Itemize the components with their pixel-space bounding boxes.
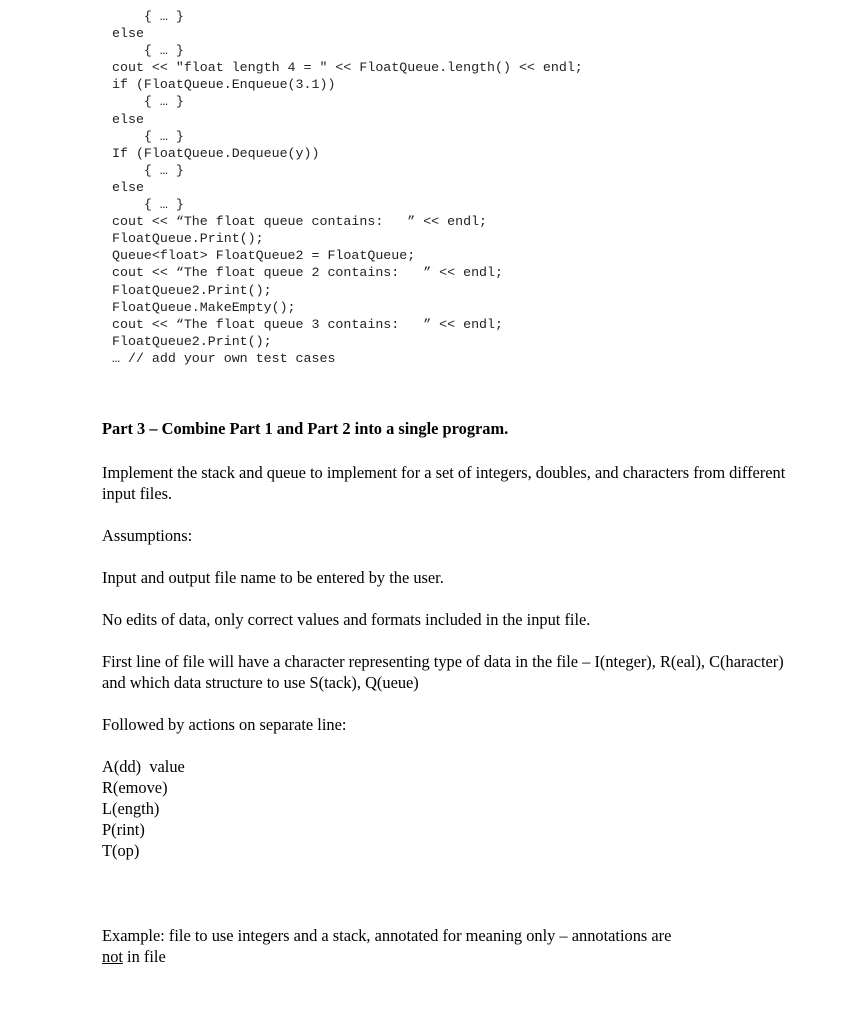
assumption-paragraph: First line of file will have a character representing type of data in the file – I(nteger), R(eal), C(haracter) and which data structure to use S(tack), Q(ueue) bbox=[102, 652, 784, 692]
code-line: … // add your own test cases bbox=[112, 350, 336, 366]
code-line: FloatQueue.Print(); bbox=[112, 231, 264, 247]
code-listing bbox=[112, 8, 583, 367]
code-line: FloatQueue.MakeEmpty(); bbox=[112, 299, 296, 315]
code-line: cout << “The float queue 2 contains: ” << endl; bbox=[112, 265, 503, 281]
action-item: R(emove) bbox=[102, 778, 168, 797]
code-line: FloatQueue2.Print(); bbox=[112, 333, 272, 349]
code-line: { … } bbox=[112, 43, 184, 59]
action-item: L(ength) bbox=[102, 799, 160, 818]
actions-list bbox=[102, 756, 802, 861]
code-line: { … } bbox=[112, 94, 184, 110]
assumption-paragraph: Input and output file name to be entered by the user. bbox=[102, 568, 444, 587]
code-line: else bbox=[112, 179, 144, 195]
code-line: If (FloatQueue.Dequeue(y)) bbox=[112, 145, 320, 161]
code-line: { … } bbox=[112, 9, 184, 24]
code-line: { … } bbox=[112, 197, 184, 213]
action-item: A(dd) value bbox=[102, 757, 185, 776]
code-line: cout << "float length 4 = " << FloatQueue.length() << endl; bbox=[112, 60, 583, 76]
section-heading: Part 3 – Combine Part 1 and Part 2 into a single program. bbox=[102, 419, 509, 438]
action-item: T(op) bbox=[102, 841, 140, 860]
action-item: P(rint) bbox=[102, 820, 145, 839]
intro-paragraph: Implement the stack and queue to implement for a set of integers, doubles, and characters from different input files. bbox=[102, 463, 786, 503]
example-not: not bbox=[102, 947, 123, 966]
code-line: cout << “The float queue contains: ” << endl; bbox=[112, 214, 488, 230]
code-line: { … } bbox=[112, 128, 184, 144]
example-tail: in file bbox=[122, 947, 166, 966]
code-line: else bbox=[112, 111, 144, 127]
assumption-paragraph: No edits of data, only correct values and formats included in the input file. bbox=[102, 610, 591, 629]
code-line: Queue<float> FloatQueue2 = FloatQueue; bbox=[112, 248, 416, 264]
code-line: FloatQueue2.Print(); bbox=[112, 282, 272, 298]
code-line: { … } bbox=[112, 162, 184, 178]
actions-label: Followed by actions on separate line: bbox=[102, 715, 347, 734]
assumptions-label: Assumptions: bbox=[102, 526, 193, 545]
example-paragraph bbox=[102, 925, 802, 967]
document-body bbox=[102, 418, 802, 967]
code-line: else bbox=[112, 26, 144, 42]
code-line: cout << “The float queue 3 contains: ” << endl; bbox=[112, 316, 503, 332]
example-text: Example: file to use integers and a stack, annotated for meaning only – annotations are bbox=[102, 926, 672, 945]
code-line: if (FloatQueue.Enqueue(3.1)) bbox=[112, 77, 336, 93]
